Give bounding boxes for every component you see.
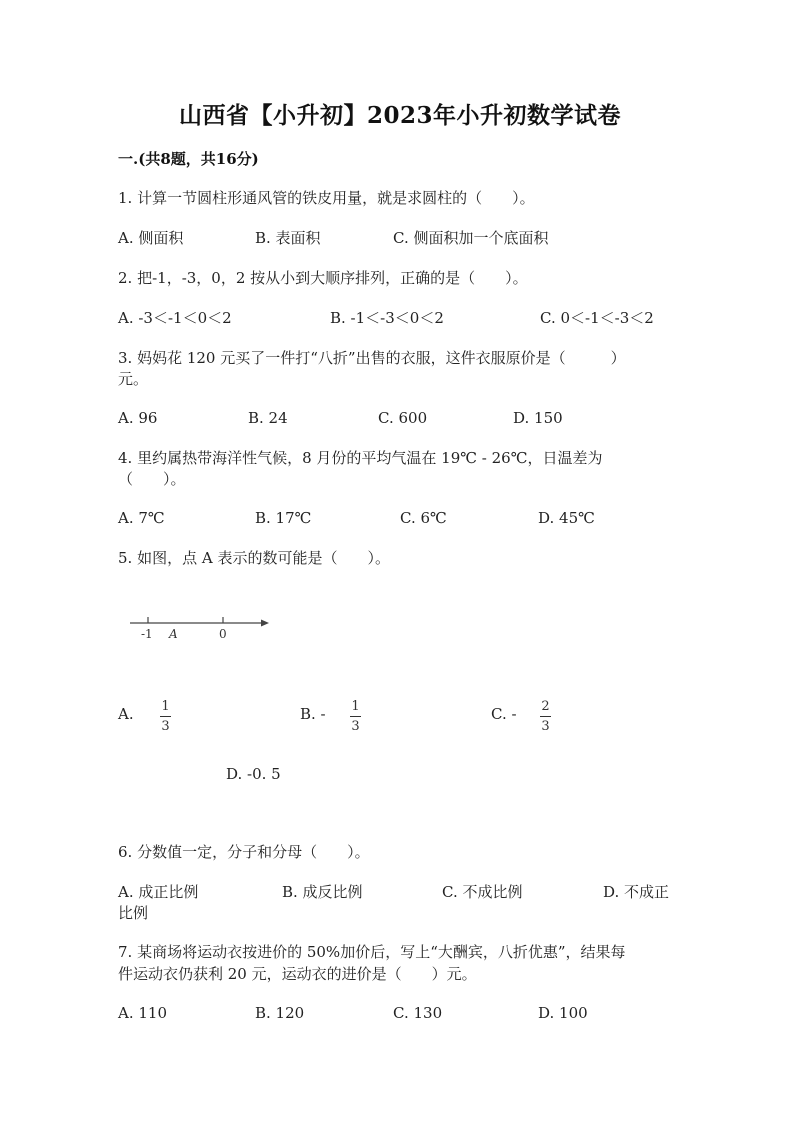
question-7-stem-line1: 7. 某商场将运动衣按进价的 50%加价后，写上“大酬宾，八折优惠”，结果每: [118, 943, 626, 961]
question-3-option-c[interactable]: C. 600: [378, 409, 428, 427]
question-3-option-b[interactable]: B. 24: [248, 409, 288, 427]
question-6-option-c[interactable]: C. 不成比例: [442, 883, 523, 901]
question-4-stem-line1: 4. 里约属热带海洋性气候，8 月份的平均气温在 19℃ - 26℃，日温差为: [118, 449, 603, 467]
question-3-stem-line2: 元。: [118, 370, 149, 388]
numerator: 1: [161, 699, 170, 714]
question-2-option-a[interactable]: A. -3＜-1＜0＜2: [118, 309, 232, 327]
fraction-bar: [160, 716, 171, 717]
question-2-option-b[interactable]: B. -1＜-3＜0＜2: [330, 309, 444, 327]
question-6-option-a[interactable]: A. 成正比例: [118, 883, 199, 901]
question-4-option-a[interactable]: A. 7℃: [118, 509, 165, 527]
question-5-option-a-label[interactable]: A.: [118, 705, 134, 723]
question-1-option-b[interactable]: B. 表面积: [255, 229, 321, 247]
label-point-a: A: [169, 627, 178, 641]
question-7-option-a[interactable]: A. 110: [118, 1004, 167, 1022]
question-1-stem: 1. 计算一节圆柱形通风管的铁皮用量，就是求圆柱的（ ）。: [118, 189, 535, 207]
question-6-option-d-line2: 比例: [118, 904, 149, 922]
fraction-bar: [350, 716, 361, 717]
question-2-option-c[interactable]: C. 0＜-1＜-3＜2: [540, 309, 654, 327]
question-6-option-d-line1[interactable]: D. 不成正: [603, 883, 670, 901]
question-6-stem: 6. 分数值一定，分子和分母（ ）。: [118, 843, 370, 861]
question-2-stem: 2. 把-1，-3，0，2 按从小到大顺序排列，正确的是（ ）。: [118, 269, 528, 287]
numerator: 2: [541, 699, 550, 714]
question-5-option-d[interactable]: D. -0. 5: [226, 765, 281, 783]
question-3-option-d[interactable]: D. 150: [513, 409, 563, 427]
question-5-option-c-label[interactable]: C. -: [491, 705, 517, 723]
denominator: 3: [541, 719, 550, 734]
label-neg1: -1: [141, 627, 153, 641]
question-5-option-c-fraction: [540, 699, 551, 734]
fraction-bar: [540, 716, 551, 717]
question-4-option-d[interactable]: D. 45℃: [538, 509, 595, 527]
question-5-option-b-fraction: [350, 699, 361, 734]
question-4-option-c[interactable]: C. 6℃: [400, 509, 447, 527]
question-6-option-b[interactable]: B. 成反比例: [282, 883, 363, 901]
arrow-right-icon: [261, 620, 269, 627]
question-4-stem-line2: （ ）。: [118, 470, 186, 488]
question-5-option-b-label[interactable]: B. -: [300, 705, 326, 723]
section-header: 一.(共8题，共16分): [118, 150, 259, 168]
question-7-option-c[interactable]: C. 130: [393, 1004, 443, 1022]
denominator: 3: [161, 719, 170, 734]
question-1-option-c[interactable]: C. 侧面积加一个底面积: [393, 229, 549, 247]
question-7-option-b[interactable]: B. 120: [255, 1004, 305, 1022]
question-3-option-a[interactable]: A. 96: [118, 409, 158, 427]
question-5-option-a-fraction: [160, 699, 171, 734]
label-zero: 0: [219, 627, 227, 641]
page-title: 山西省【小升初】2023年小升初数学试卷: [178, 102, 621, 129]
question-7-option-d[interactable]: D. 100: [538, 1004, 588, 1022]
question-1-option-a[interactable]: A. 侧面积: [118, 229, 184, 247]
question-4-option-b[interactable]: B. 17℃: [255, 509, 312, 527]
question-7-stem-line2: 件运动衣仍获利 20 元，运动衣的进价是（ ）元。: [118, 965, 477, 983]
denominator: 3: [351, 719, 360, 734]
number-line-figure: [125, 608, 275, 644]
question-5-stem: 5. 如图，点 A 表示的数可能是（ ）。: [118, 549, 390, 567]
numerator: 1: [351, 699, 360, 714]
question-3-stem-line1: 3. 妈妈花 120 元买了一件打“八折”出售的衣服，这件衣服原价是（ ）: [118, 349, 626, 367]
